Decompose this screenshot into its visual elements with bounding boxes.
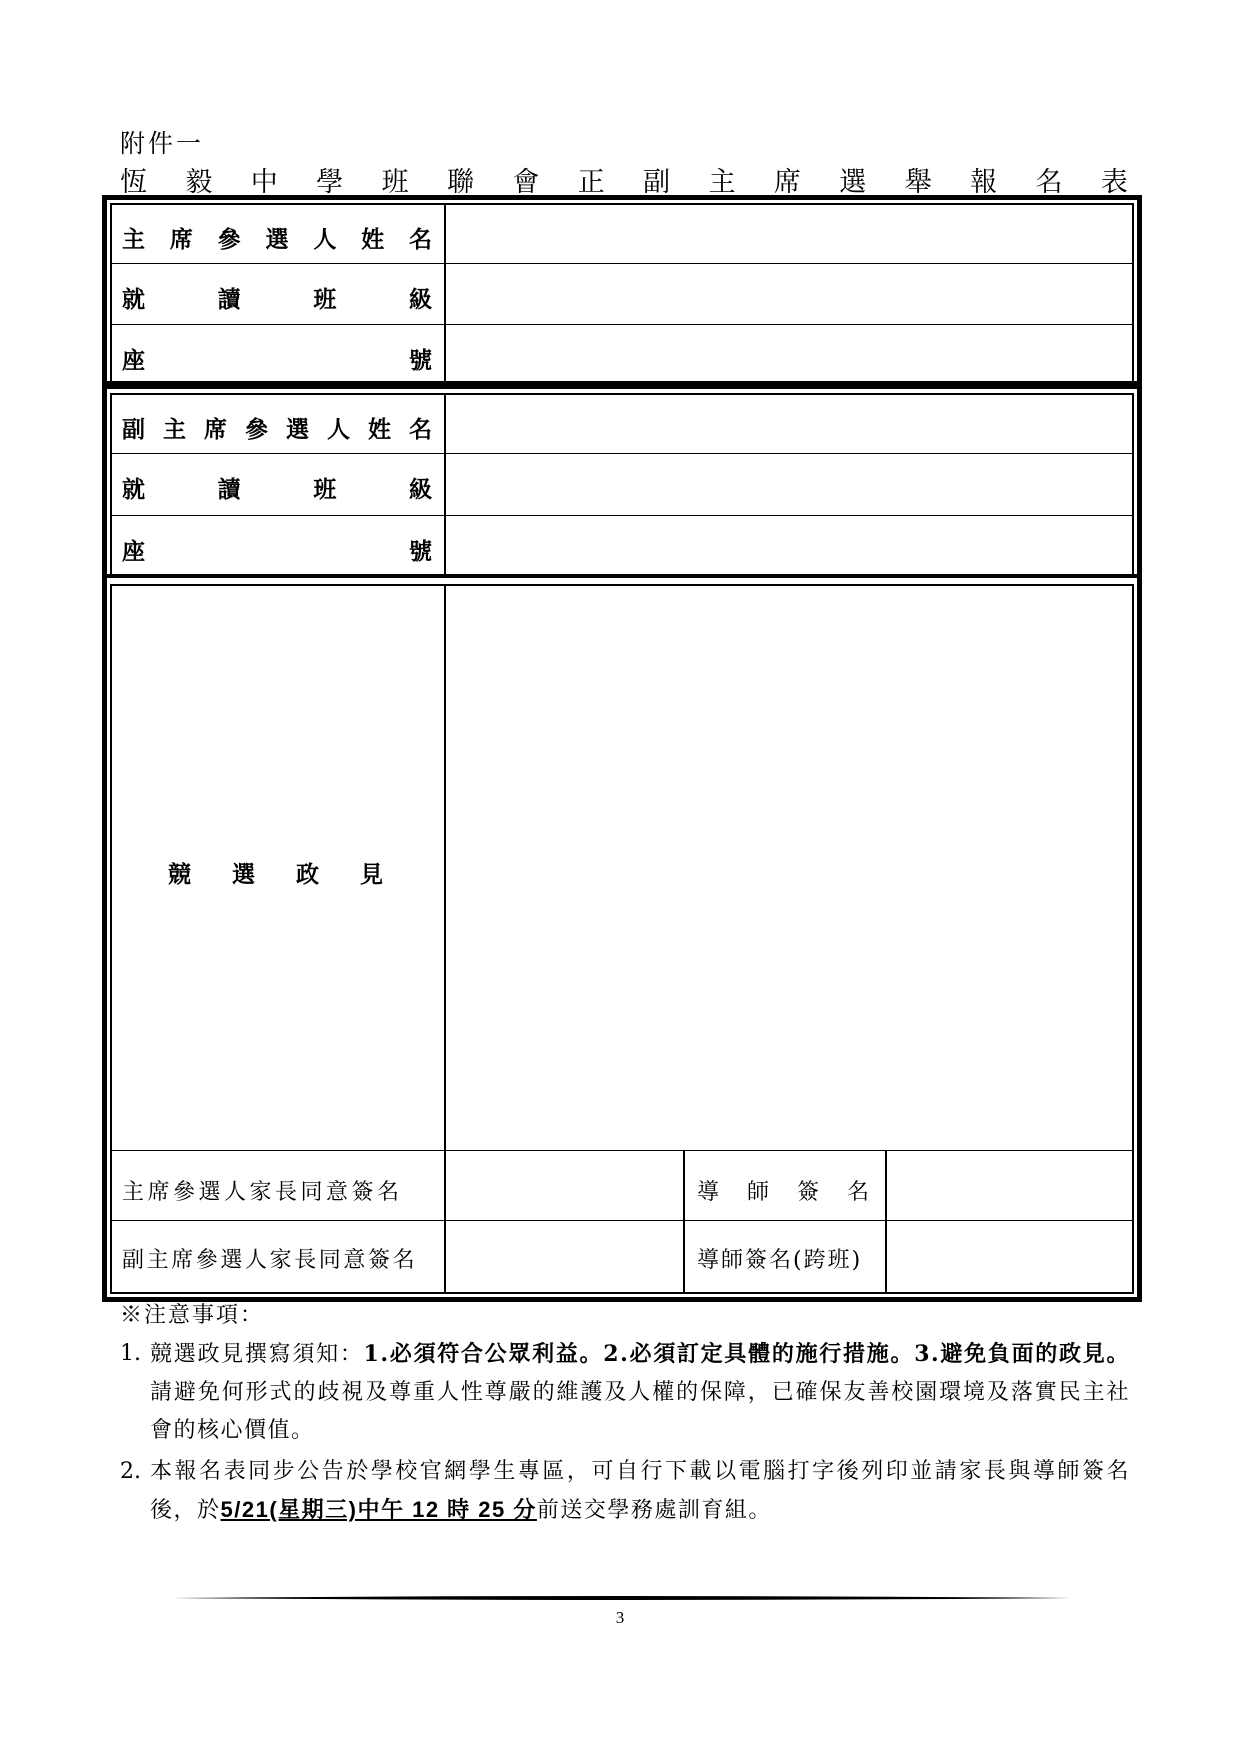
form-title: [120, 160, 1128, 199]
note-2-number: 2.: [120, 1459, 141, 1484]
vice-class-label: [122, 467, 432, 507]
chair-class-label-char-1: 讀: [217, 285, 241, 313]
chair-class-label-char-0: 就: [122, 285, 145, 313]
chair-class-label: [122, 277, 432, 317]
note-1-rules: 1.必須符合公眾利益。2.必須訂定具體的施行措施。3.避免負面的政見。: [363, 1341, 1130, 1367]
footer-rule: [172, 1595, 1072, 1601]
vice-column-divider: [444, 393, 446, 578]
form-title-char-11: 選: [839, 167, 867, 198]
form-title-char-12: 舉: [904, 167, 932, 198]
vice-name-label-char-2: 席: [204, 415, 227, 443]
teacher-cross-class-signature-label: 導師簽名(跨班): [697, 1247, 863, 1273]
chair-name-label-char-5: 姓: [361, 225, 385, 253]
chair-name-label: [122, 217, 432, 257]
form-title-char-4: 班: [381, 167, 409, 198]
teacher-label-char-3: 名: [846, 1179, 869, 1205]
teacher-signature-label: [697, 1170, 869, 1210]
vice-name-label-char-6: 姓: [368, 415, 391, 443]
vice-name-label-char-7: 名: [409, 415, 432, 443]
form-title-char-2: 中: [250, 167, 278, 198]
chair-seat-label-char-0: 座: [122, 346, 145, 374]
chair-parent-signature-label: 主席參選人家長同意簽名: [122, 1179, 403, 1205]
vice-name-label-char-3: 參: [245, 415, 268, 443]
vice-row-divider-2: [110, 515, 1134, 516]
form-title-char-5: 聯: [446, 167, 474, 198]
form-title-char-9: 主: [708, 167, 736, 198]
vice-name-label-char-4: 選: [286, 415, 309, 443]
form-title-char-1: 毅: [185, 167, 213, 198]
teacher-label-char-1: 師: [746, 1179, 769, 1205]
platform-label: [168, 852, 383, 892]
vice-class-field[interactable]: [447, 455, 1132, 514]
chair-class-label-char-2: 班: [313, 285, 337, 313]
platform-column-divider: [444, 584, 446, 1294]
chair-name-label-char-6: 名: [408, 225, 432, 253]
vice-class-label-char-3: 級: [408, 475, 432, 503]
vice-parent-signature-label: 副主席參選人家長同意簽名: [122, 1247, 418, 1273]
vice-seat-label-char-0: 座: [122, 537, 145, 565]
form-title-char-3: 學: [316, 167, 344, 198]
chair-column-divider: [444, 203, 446, 385]
form-title-char-14: 名: [1035, 167, 1063, 198]
note-1-intro: 競選政見撰寫須知：: [150, 1342, 364, 1367]
signature-row-divider-top: [110, 1150, 1134, 1151]
vice-seat-label: [122, 529, 432, 569]
signature-divider-b: [885, 1150, 887, 1294]
chair-seat-field[interactable]: [447, 326, 1132, 383]
chair-name-field[interactable]: [447, 205, 1132, 262]
vice-class-label-char-0: 就: [122, 475, 145, 503]
note-1-body: [150, 1335, 1130, 1450]
form-title-char-6: 會: [512, 167, 540, 198]
notes-section: [120, 1297, 1130, 1530]
vice-parent-signature-field[interactable]: [447, 1222, 682, 1292]
chair-name-label-char-3: 選: [265, 225, 289, 253]
attachment-label: 附件一: [120, 129, 205, 158]
note-1-number: 1.: [120, 1341, 141, 1366]
note-item-1: [120, 1335, 1130, 1450]
signature-row-divider-mid: [110, 1220, 1134, 1221]
chair-seat-label: [122, 338, 432, 378]
teacher-label-char-2: 簽: [796, 1179, 819, 1205]
note-2-deadline: 5/21(星期三)中午 12 時 25 分: [220, 1497, 537, 1522]
form-title-char-13: 報: [970, 167, 998, 198]
form-title-char-7: 正: [577, 167, 605, 198]
vice-name-label: [122, 407, 432, 447]
platform-label-char-0: 競: [168, 860, 191, 888]
chair-row-divider-2: [110, 324, 1134, 325]
signature-divider-a: [683, 1150, 685, 1294]
teacher-label-char-0: 導: [697, 1179, 720, 1205]
vice-class-label-char-1: 讀: [217, 475, 241, 503]
form-title-char-0: 恆: [120, 167, 147, 198]
chair-class-label-char-3: 級: [408, 285, 432, 313]
chair-row-divider-1: [110, 263, 1134, 264]
chair-name-label-char-0: 主: [122, 225, 145, 253]
note-2-before: 本報名表同步公告於學校官網學生專區，可自行下載以電腦打字後列印並請家長與導師簽名後，於: [150, 1459, 1130, 1523]
note-1-rest: 請避免何形式的歧視及尊重人性尊嚴的維護及人權的保障，已確保友善校園環境及落實民主社會的核心價值。: [150, 1380, 1130, 1443]
form-title-char-15: 表: [1100, 167, 1128, 198]
platform-label-char-2: 政: [296, 860, 319, 888]
vice-seat-field[interactable]: [447, 517, 1132, 576]
platform-label-char-1: 選: [232, 860, 255, 888]
vice-seat-label-char-1: 號: [409, 537, 432, 565]
teacher-cross-class-signature-field[interactable]: [888, 1222, 1132, 1292]
platform-label-char-3: 見: [360, 860, 383, 888]
vice-name-label-char-0: 副: [122, 415, 145, 443]
vice-row-divider-1: [110, 453, 1134, 454]
form-title-char-8: 副: [643, 167, 671, 198]
note-2-after: 前送交學務處訓育組。: [536, 1498, 772, 1523]
chair-class-field[interactable]: [447, 265, 1132, 323]
vice-name-label-char-1: 主: [163, 415, 186, 443]
vice-name-label-char-5: 人: [327, 415, 350, 443]
form-title-char-10: 席: [773, 167, 801, 198]
platform-field[interactable]: [447, 586, 1132, 1148]
chair-parent-signature-field[interactable]: [447, 1152, 682, 1219]
chair-name-label-char-4: 人: [313, 225, 337, 253]
vice-name-field[interactable]: [447, 395, 1132, 452]
chair-seat-label-char-1: 號: [409, 346, 432, 374]
page-number: 3: [615, 1608, 625, 1627]
note-item-2: [120, 1453, 1130, 1530]
teacher-signature-field[interactable]: [888, 1152, 1132, 1219]
chair-name-label-char-1: 席: [169, 225, 193, 253]
note-2-body: [150, 1453, 1130, 1530]
vice-class-label-char-2: 班: [313, 475, 337, 503]
notes-heading: ※注意事項：: [120, 1303, 265, 1328]
chair-name-label-char-2: 參: [217, 225, 241, 253]
